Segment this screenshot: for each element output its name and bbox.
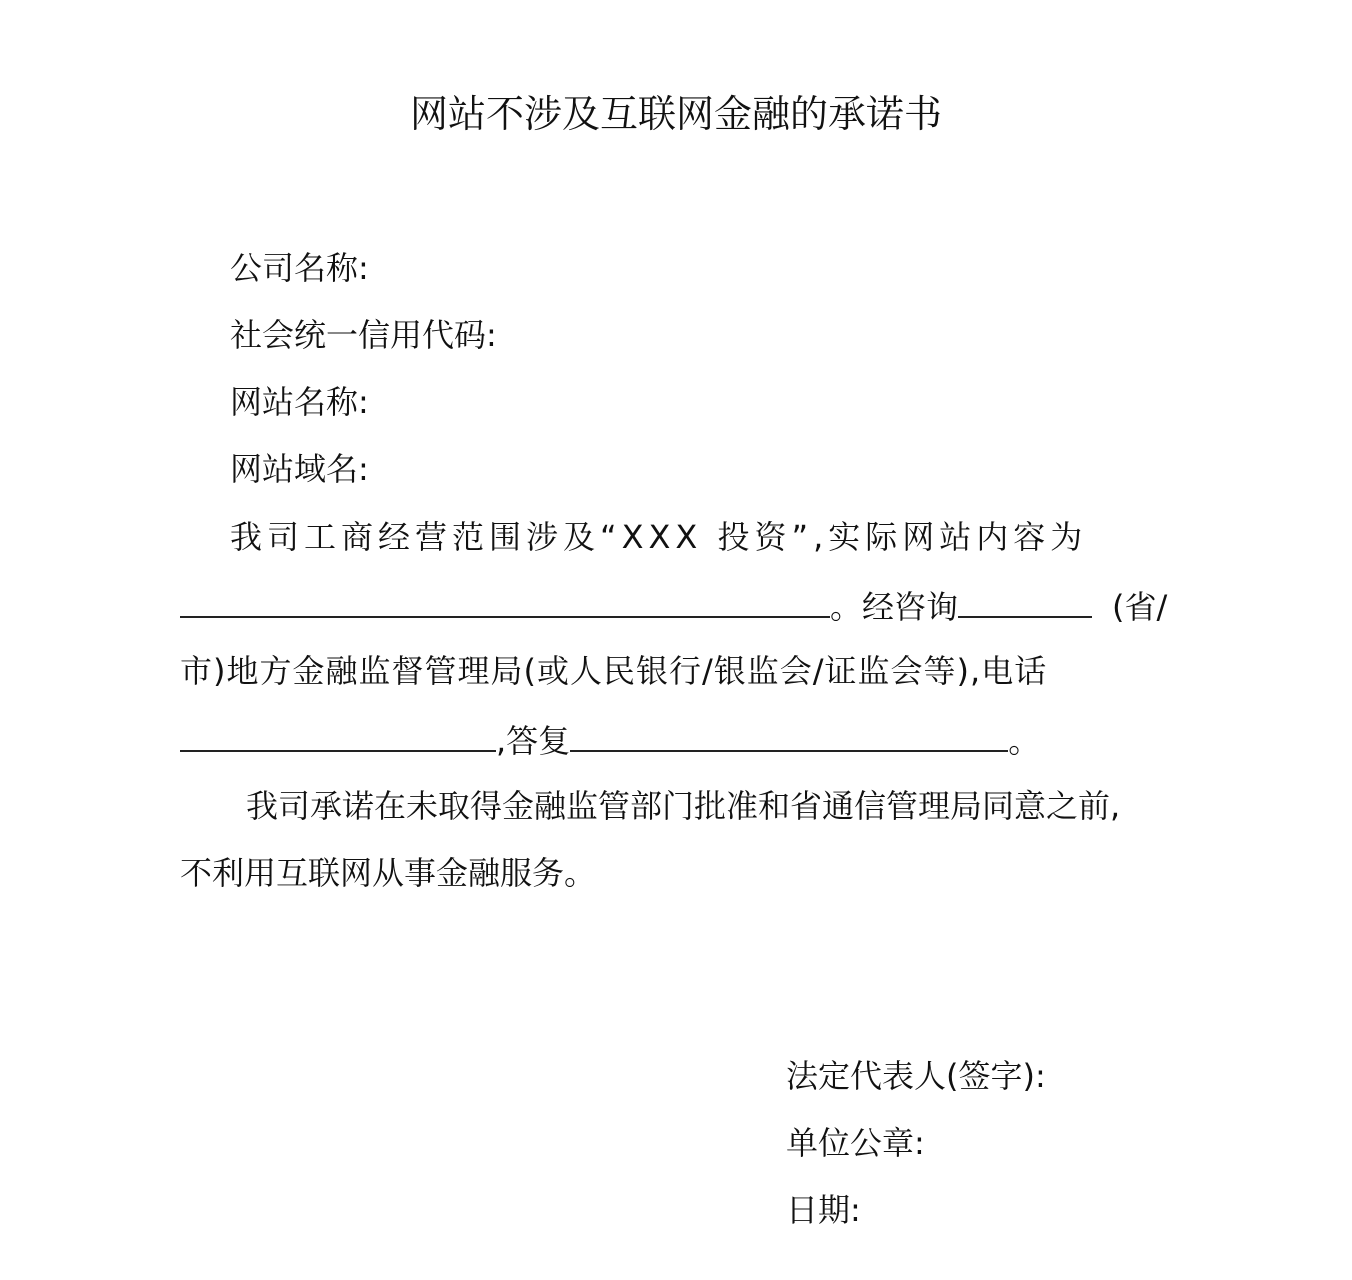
statement-line-3: 市)地方金融监督管理局(或人民银行/银监会/证监会等),电话 <box>180 652 1048 690</box>
document-title: 网站不涉及互联网金融的承诺书 <box>409 92 942 136</box>
statement-line-4 <box>180 716 1040 763</box>
statement-consult-text: 。经咨询 <box>830 588 959 626</box>
statement-line-2 <box>180 582 1167 629</box>
promise-line-1: 我司承诺在未取得金融监管部门批准和省通信管理局同意之前, <box>246 787 1121 825</box>
website-name-label: 网站名称: <box>230 383 369 421</box>
province-blank <box>958 582 1092 618</box>
province-suffix: (省/ <box>1112 588 1168 626</box>
website-domain-label: 网站域名: <box>230 450 369 488</box>
credit-code-label: 社会统一信用代码: <box>230 316 497 354</box>
phone-blank <box>180 716 496 752</box>
company-name-label: 公司名称: <box>230 249 369 287</box>
reply-blank <box>570 716 1008 752</box>
reply-label: ,答复 <box>496 722 571 760</box>
statement-line-1: 我司工商经营范围涉及“XXX 投资”,实际网站内容为 <box>230 518 1088 556</box>
legal-representative-label: 法定代表人(签字): <box>786 1057 1046 1095</box>
reply-end: 。 <box>1008 722 1041 760</box>
promise-line-2: 不利用互联网从事金融服务。 <box>180 854 597 892</box>
date-label: 日期: <box>786 1191 861 1229</box>
company-seal-label: 单位公章: <box>786 1124 925 1162</box>
business-content-blank <box>180 582 830 618</box>
